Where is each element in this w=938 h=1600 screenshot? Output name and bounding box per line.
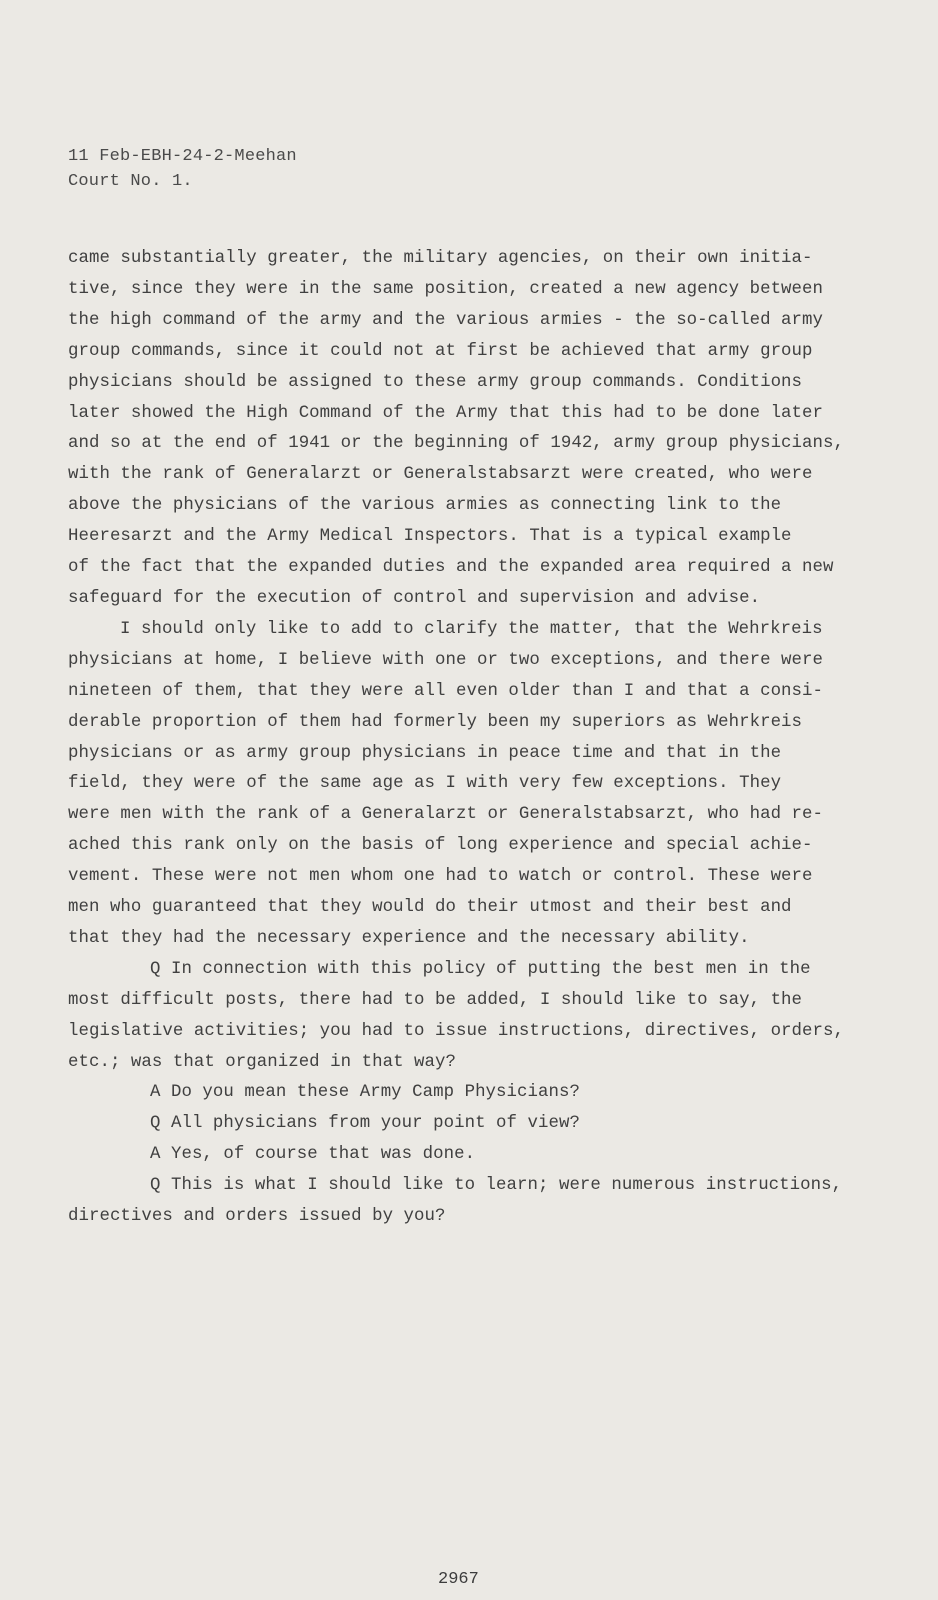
question-line: Q This is what I should like to learn; were numerous instructions, — [150, 1176, 843, 1196]
page-number: 2967 — [438, 1570, 479, 1589]
text-line: and so at the end of 1941 or the beginning of 1942, army group physicians, — [68, 434, 844, 454]
text-line: ached this rank only on the basis of long experience and special achie- — [68, 836, 813, 856]
text-line: that they had the necessary experience and the necessary ability. — [68, 928, 750, 948]
answer-line: A Yes, of course that was done. — [150, 1145, 476, 1165]
text-line: came substantially greater, the military agencies, on their own initia- — [68, 249, 813, 268]
text-line: legislative activities; you had to issue instructions, directives, orders, — [68, 1021, 844, 1041]
text-line: physicians should be assigned to these army group commands. Conditions — [68, 372, 803, 392]
header-reference: 11 Feb-EBH-24-2-Meehan — [68, 147, 297, 166]
text-line: later showed the High Command of the Army that this had to be done later — [68, 403, 823, 423]
header-court: Court No. 1. — [68, 172, 193, 191]
text-line: physicians at home, I believe with one or two exceptions, and there were — [68, 650, 823, 670]
answer-line: A Do you mean these Army Camp Physicians? — [150, 1083, 580, 1103]
text-line: derable proportion of them had formerly been my superiors as Wehrkreis — [68, 712, 803, 732]
text-line: nineteen of them, that they were all even older than I and that a consi- — [68, 681, 823, 701]
text-line: most difficult posts, there had to be added, I should like to say, the — [68, 990, 803, 1010]
text-line: etc.; was that organized in that way? — [68, 1052, 456, 1072]
transcript-body — [68, 244, 918, 1233]
question-line: Q In connection with this policy of putting the best men in the — [150, 959, 811, 979]
text-line: the high command of the army and the various armies - the so-called army — [68, 310, 823, 330]
text-line: Heeresarzt and the Army Medical Inspectors. That is a typical example — [68, 527, 792, 547]
text-line: safeguard for the execution of control and supervision and advise. — [68, 588, 761, 608]
text-line: directives and orders issued by you? — [68, 1207, 446, 1227]
text-line: of the fact that the expanded duties and the expanded area required a new — [68, 558, 834, 578]
text-line: were men with the rank of a Generalarzt or Generalstabsarzt, who had re- — [68, 805, 823, 825]
text-line: group commands, since it could not at first be achieved that army group — [68, 341, 813, 361]
text-line: I should only like to add to clarify the matter, that the Wehrkreis — [120, 619, 823, 639]
text-line: above the physicians of the various armies as connecting link to the — [68, 496, 782, 516]
text-line: vement. These were not men whom one had to watch or control. These were — [68, 867, 813, 887]
question-line: Q All physicians from your point of view? — [150, 1114, 580, 1134]
document-header — [68, 144, 297, 194]
text-line: field, they were of the same age as I with very few exceptions. They — [68, 774, 782, 794]
text-line: physicians or as army group physicians in peace time and that in the — [68, 743, 782, 763]
text-line: men who guaranteed that they would do their utmost and their best and — [68, 898, 792, 918]
text-line: with the rank of Generalarzt or Generalstabsarzt were created, who were — [68, 465, 813, 485]
text-line: tive, since they were in the same position, created a new agency between — [68, 279, 823, 299]
